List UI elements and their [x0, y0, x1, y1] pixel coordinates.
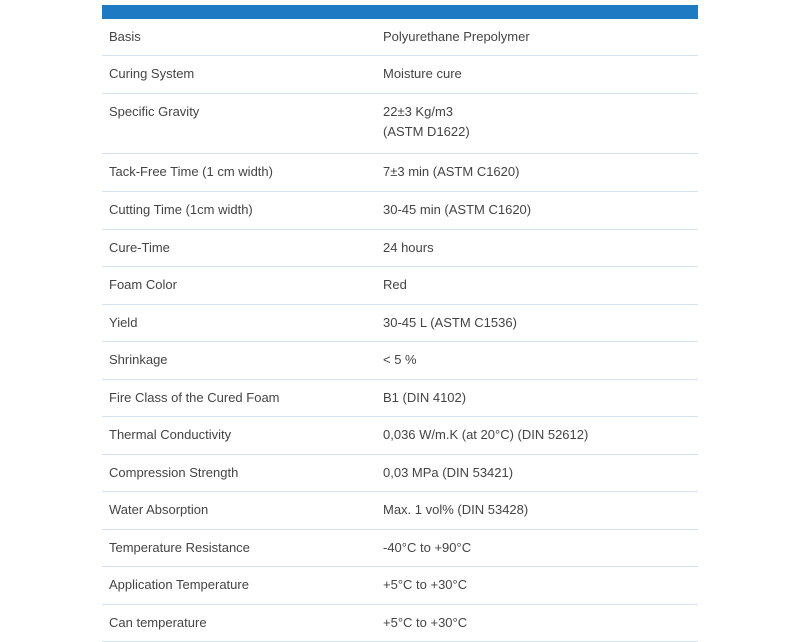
property-label: Cure-Time [109, 240, 170, 255]
property-value-line: 22±3 Kg/m3 [383, 104, 454, 119]
property-label: Foam Color [109, 277, 177, 292]
property-value-line: +5°C to +30°C [383, 577, 468, 592]
property-label: Water Absorption [109, 502, 209, 517]
property-label: Specific Gravity [109, 104, 200, 119]
property-value [376, 342, 698, 379]
property-value-line: 30-45 L (ASTM C1536) [383, 315, 517, 330]
table-row [102, 567, 698, 605]
property-value [376, 230, 698, 266]
table-row [102, 305, 698, 342]
table-row [102, 230, 698, 267]
property-label: Curing System [109, 66, 195, 81]
property-value-line: 7±3 min (ASTM C1620) [383, 164, 520, 179]
table-row [102, 19, 698, 56]
table-row [102, 492, 698, 530]
property-label: Can temperature [109, 615, 207, 630]
property-value-line: +5°C to +30°C [383, 615, 468, 630]
property-value-line: 0,03 MPa (DIN 53421) [383, 465, 514, 480]
property-value-line: 24 hours [383, 240, 434, 255]
property-value-line: 0,036 W/m.K (at 20°C) (DIN 52612) [383, 427, 589, 442]
property-label: Tack-Free Time (1 cm width) [109, 164, 273, 179]
property-label: Compression Strength [109, 465, 239, 480]
property-value [376, 417, 698, 454]
table-row [102, 154, 698, 192]
property-value [376, 605, 698, 641]
property-value [376, 154, 698, 191]
table-row [102, 267, 698, 305]
property-value-line: Red [383, 277, 407, 292]
table-row [102, 94, 698, 154]
table-row [102, 380, 698, 417]
property-value [376, 567, 698, 604]
property-label: Temperature Resistance [109, 540, 250, 555]
property-value-line: < 5 % [383, 352, 417, 367]
table-row [102, 417, 698, 455]
property-label: Application Temperature [109, 577, 249, 592]
property-value-line: Moisture cure [383, 66, 462, 81]
property-value [376, 19, 698, 55]
table-row [102, 605, 698, 642]
table-row [102, 455, 698, 492]
property-value [376, 94, 698, 153]
property-value-line: -40°C to +90°C [383, 540, 472, 555]
property-value-line: Max. 1 vol% (DIN 53428) [383, 502, 529, 517]
table-body [102, 19, 698, 642]
property-label: Fire Class of the Cured Foam [109, 390, 280, 405]
property-value [376, 530, 698, 566]
property-value [376, 455, 698, 491]
spec-table [102, 5, 698, 642]
property-value [376, 192, 698, 229]
table-row [102, 56, 698, 94]
property-value [376, 305, 698, 341]
property-label: Yield [109, 315, 138, 330]
property-label: Cutting Time (1cm width) [109, 202, 253, 217]
property-value-line: 30-45 min (ASTM C1620) [383, 202, 532, 217]
property-label: Thermal Conductivity [109, 427, 232, 442]
property-value-line: B1 (DIN 4102) [383, 390, 467, 405]
property-label: Basis [109, 29, 141, 44]
property-value-line: Polyurethane Prepolymer [383, 29, 530, 44]
property-value [376, 56, 698, 93]
table-row [102, 192, 698, 230]
table-row [102, 342, 698, 380]
property-value-line: (ASTM D1622) [383, 124, 470, 139]
table-header-bar [102, 5, 698, 19]
table-row [102, 530, 698, 567]
property-value [376, 267, 698, 304]
property-value [376, 492, 698, 529]
property-value [376, 380, 698, 416]
property-label: Shrinkage [109, 352, 168, 367]
